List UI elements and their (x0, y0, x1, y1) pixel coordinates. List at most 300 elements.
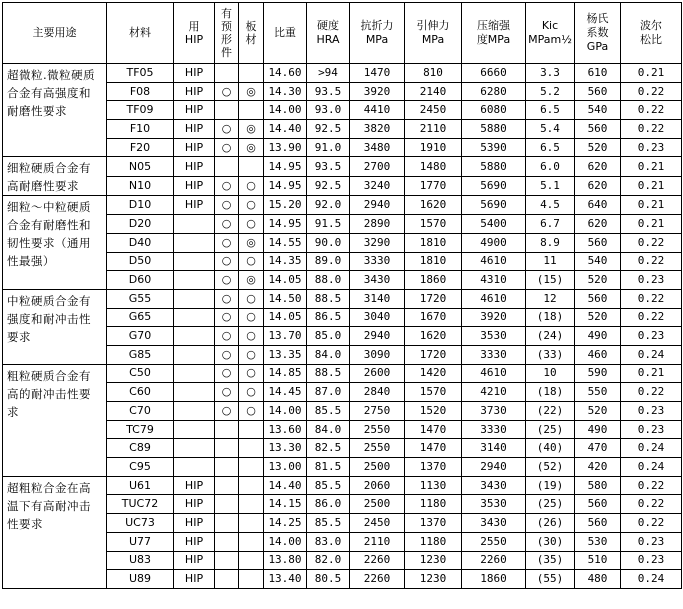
cell-modulus: 420 (575, 458, 621, 477)
header-row (3, 3, 682, 64)
cell-compress: 3330 (462, 420, 526, 439)
cell-preform (215, 476, 239, 495)
cell-poisson: 0.22 (621, 82, 682, 101)
cell-compress: 3430 (462, 476, 526, 495)
cell-preform: ○ (215, 327, 239, 346)
cell-modulus: 560 (575, 233, 621, 252)
cell-preform (215, 439, 239, 458)
cell-bending: 1470 (350, 64, 405, 83)
cell-plate: ○ (239, 402, 264, 421)
cell-preform: ○ (215, 82, 239, 101)
cell-poisson: 0.24 (621, 570, 682, 589)
cell-preform: ○ (215, 308, 239, 327)
cell-kic: (24) (526, 327, 575, 346)
cell-poisson: 0.24 (621, 345, 682, 364)
cell-modulus: 470 (575, 439, 621, 458)
cell-density: 14.95 (264, 157, 307, 177)
cell-compress: 3330 (462, 345, 526, 364)
cell-plate: ○ (239, 364, 264, 383)
cell-poisson: 0.23 (621, 532, 682, 551)
cell-bending: 2060 (350, 476, 405, 495)
cell-material: F20 (107, 138, 174, 157)
cell-preform (215, 551, 239, 570)
use-cell: 粗粒硬质合金有高的耐冲击性要求 (3, 364, 107, 476)
cell-hardness: 89.0 (307, 252, 350, 271)
cell-hardness: 83.0 (307, 532, 350, 551)
cell-bending: 3040 (350, 308, 405, 327)
table-row (3, 476, 682, 495)
header-poisson: 波尔 松比 (621, 3, 682, 64)
cell-bending: 2500 (350, 458, 405, 477)
cell-poisson: 0.23 (621, 327, 682, 346)
cell-hip (174, 271, 215, 290)
cell-plate (239, 458, 264, 477)
cell-tensile: 1810 (405, 233, 462, 252)
cell-preform (215, 495, 239, 514)
cell-poisson: 0.22 (621, 476, 682, 495)
cell-plate: ○ (239, 215, 264, 234)
cell-bending: 3090 (350, 345, 405, 364)
grade-property-table (2, 2, 682, 589)
cell-poisson: 0.22 (621, 383, 682, 402)
cell-kic: (26) (526, 514, 575, 533)
cell-tensile: 1810 (405, 252, 462, 271)
cell-modulus: 560 (575, 495, 621, 514)
cell-material: F08 (107, 82, 174, 101)
cell-tensile: 1620 (405, 327, 462, 346)
cell-poisson: 0.21 (621, 157, 682, 177)
cell-preform (215, 101, 239, 120)
cell-plate: ○ (239, 289, 264, 308)
cell-kic: 6.5 (526, 138, 575, 157)
cell-bending: 2700 (350, 157, 405, 177)
cell-hip (174, 215, 215, 234)
cell-hardness: 92.5 (307, 176, 350, 196)
cell-material: TF05 (107, 64, 174, 83)
cell-tensile: 1230 (405, 570, 462, 589)
cell-preform (215, 157, 239, 177)
cell-hardness: 82.5 (307, 439, 350, 458)
header-modulus: 杨氏 系数 GPa (575, 3, 621, 64)
cell-bending: 3920 (350, 82, 405, 101)
cell-poisson: 0.22 (621, 252, 682, 271)
cell-kic: (35) (526, 551, 575, 570)
cell-compress: 4310 (462, 271, 526, 290)
cell-bending: 2110 (350, 532, 405, 551)
cell-poisson: 0.23 (621, 420, 682, 439)
cell-compress: 6280 (462, 82, 526, 101)
cell-modulus: 540 (575, 101, 621, 120)
cell-hip: HIP (174, 101, 215, 120)
cell-compress: 2260 (462, 551, 526, 570)
cell-material: TC79 (107, 420, 174, 439)
cell-material: G70 (107, 327, 174, 346)
cell-tensile: 2110 (405, 120, 462, 139)
cell-tensile: 1230 (405, 551, 462, 570)
cell-poisson: 0.23 (621, 138, 682, 157)
cell-compress: 3920 (462, 308, 526, 327)
cell-bending: 3290 (350, 233, 405, 252)
use-cell: 超粗粒合金在高温下有高耐冲击性要求 (3, 476, 107, 588)
header-density: 比重 (264, 3, 307, 64)
cell-hip: HIP (174, 532, 215, 551)
cell-kic: (15) (526, 271, 575, 290)
cell-material: N05 (107, 157, 174, 177)
cell-poisson: 0.22 (621, 289, 682, 308)
cell-plate: ○ (239, 327, 264, 346)
cell-modulus: 490 (575, 327, 621, 346)
cell-hardness: 81.5 (307, 458, 350, 477)
cell-compress: 5880 (462, 120, 526, 139)
cell-compress: 5390 (462, 138, 526, 157)
cell-hardness: 85.5 (307, 514, 350, 533)
cell-density: 14.60 (264, 64, 307, 83)
cell-bending: 3430 (350, 271, 405, 290)
cell-poisson: 0.23 (621, 402, 682, 421)
cell-density: 14.85 (264, 364, 307, 383)
cell-hip (174, 364, 215, 383)
cell-hip: HIP (174, 82, 215, 101)
cell-kic: (19) (526, 476, 575, 495)
cell-material: G55 (107, 289, 174, 308)
cell-tensile: 1670 (405, 308, 462, 327)
cell-density: 14.95 (264, 176, 307, 196)
cell-kic: (30) (526, 532, 575, 551)
cell-hip (174, 383, 215, 402)
cell-bending: 2840 (350, 383, 405, 402)
cell-hardness: >94 (307, 64, 350, 83)
cell-material: N10 (107, 176, 174, 196)
cell-modulus: 460 (575, 345, 621, 364)
cell-compress: 3430 (462, 514, 526, 533)
cell-poisson: 0.23 (621, 271, 682, 290)
cell-density: 15.20 (264, 196, 307, 215)
cell-modulus: 510 (575, 551, 621, 570)
header-hip: 用 HIP (174, 3, 215, 64)
cell-preform: ○ (215, 120, 239, 139)
cell-compress: 4210 (462, 383, 526, 402)
cell-preform: ○ (215, 271, 239, 290)
cell-density: 14.55 (264, 233, 307, 252)
cell-density: 14.45 (264, 383, 307, 402)
cell-tensile: 1620 (405, 196, 462, 215)
cell-hardness: 80.5 (307, 570, 350, 589)
cell-modulus: 620 (575, 176, 621, 196)
cell-kic: 6.5 (526, 101, 575, 120)
cell-preform: ○ (215, 383, 239, 402)
cell-plate: ◎ (239, 82, 264, 101)
cell-kic: (25) (526, 495, 575, 514)
cell-hardness: 84.0 (307, 345, 350, 364)
cell-tensile: 1180 (405, 532, 462, 551)
cell-material: TF09 (107, 101, 174, 120)
cell-preform: ○ (215, 233, 239, 252)
cell-hip: HIP (174, 157, 215, 177)
cell-poisson: 0.21 (621, 364, 682, 383)
cell-tensile: 1770 (405, 176, 462, 196)
cell-material: C50 (107, 364, 174, 383)
cell-hardness: 84.0 (307, 420, 350, 439)
cell-kic: (18) (526, 383, 575, 402)
cell-plate: ○ (239, 196, 264, 215)
cell-modulus: 620 (575, 215, 621, 234)
cell-kic: 5.4 (526, 120, 575, 139)
cell-modulus: 520 (575, 271, 621, 290)
cell-hardness: 87.0 (307, 383, 350, 402)
cell-density: 14.15 (264, 495, 307, 514)
cell-bending: 3140 (350, 289, 405, 308)
grade-property-table-container (2, 2, 681, 606)
cell-plate (239, 101, 264, 120)
cell-density: 14.00 (264, 101, 307, 120)
use-cell: 细粒～中粒硬质合金有耐磨性和韧性要求（通用性最强） (3, 196, 107, 289)
cell-plate (239, 532, 264, 551)
cell-kic: 10 (526, 364, 575, 383)
cell-hip (174, 420, 215, 439)
cell-plate (239, 476, 264, 495)
cell-poisson: 0.21 (621, 176, 682, 196)
cell-plate (239, 439, 264, 458)
cell-hardness: 82.0 (307, 551, 350, 570)
cell-hip: HIP (174, 495, 215, 514)
cell-modulus: 520 (575, 138, 621, 157)
cell-modulus: 560 (575, 514, 621, 533)
header-bending: 抗折力 MPa (350, 3, 405, 64)
cell-hardness: 90.0 (307, 233, 350, 252)
cell-preform: ○ (215, 196, 239, 215)
cell-preform (215, 64, 239, 83)
cell-hip: HIP (174, 551, 215, 570)
cell-plate: ◎ (239, 120, 264, 139)
cell-hardness: 88.5 (307, 364, 350, 383)
cell-bending: 2940 (350, 327, 405, 346)
cell-hip (174, 308, 215, 327)
cell-tensile: 1130 (405, 476, 462, 495)
cell-bending: 2500 (350, 495, 405, 514)
cell-tensile: 1860 (405, 271, 462, 290)
cell-density: 14.35 (264, 252, 307, 271)
cell-plate: ○ (239, 345, 264, 364)
cell-bending: 2600 (350, 364, 405, 383)
header-compress: 压缩强 度MPa (462, 3, 526, 64)
cell-density: 14.30 (264, 82, 307, 101)
cell-poisson: 0.21 (621, 64, 682, 83)
cell-preform: ○ (215, 402, 239, 421)
cell-poisson: 0.21 (621, 215, 682, 234)
cell-tensile: 1480 (405, 157, 462, 177)
cell-kic: 8.9 (526, 233, 575, 252)
cell-material: U89 (107, 570, 174, 589)
cell-poisson: 0.22 (621, 101, 682, 120)
cell-hardness: 86.5 (307, 308, 350, 327)
cell-density: 13.80 (264, 551, 307, 570)
cell-modulus: 530 (575, 532, 621, 551)
use-cell: 超微粒.微粒硬质合金有高强度和耐磨性要求 (3, 64, 107, 157)
cell-material: U61 (107, 476, 174, 495)
header-hardness: 硬度 HRA (307, 3, 350, 64)
cell-density: 14.00 (264, 532, 307, 551)
cell-poisson: 0.22 (621, 120, 682, 139)
cell-modulus: 480 (575, 570, 621, 589)
cell-hip (174, 289, 215, 308)
cell-density: 14.40 (264, 120, 307, 139)
cell-modulus: 520 (575, 308, 621, 327)
cell-tensile: 2450 (405, 101, 462, 120)
cell-plate: ◎ (239, 271, 264, 290)
cell-plate: ◎ (239, 138, 264, 157)
cell-density: 13.35 (264, 345, 307, 364)
cell-bending: 3820 (350, 120, 405, 139)
cell-compress: 3530 (462, 495, 526, 514)
cell-hip (174, 233, 215, 252)
cell-poisson: 0.24 (621, 439, 682, 458)
use-cell: 细粒硬质合金有高耐磨性要求 (3, 157, 107, 196)
cell-compress: 5400 (462, 215, 526, 234)
cell-material: U77 (107, 532, 174, 551)
cell-tensile: 1420 (405, 364, 462, 383)
cell-poisson: 0.24 (621, 458, 682, 477)
cell-hip: HIP (174, 120, 215, 139)
cell-material: C95 (107, 458, 174, 477)
cell-modulus: 560 (575, 289, 621, 308)
cell-bending: 2260 (350, 570, 405, 589)
cell-plate: ○ (239, 252, 264, 271)
cell-kic: 12 (526, 289, 575, 308)
cell-tensile: 810 (405, 64, 462, 83)
cell-bending: 2550 (350, 439, 405, 458)
table-row (3, 64, 682, 83)
cell-preform (215, 420, 239, 439)
cell-hip: HIP (174, 64, 215, 83)
cell-modulus: 490 (575, 420, 621, 439)
cell-hip (174, 252, 215, 271)
cell-hardness: 86.0 (307, 495, 350, 514)
cell-kic: 3.3 (526, 64, 575, 83)
cell-hardness: 92.5 (307, 120, 350, 139)
cell-kic: (40) (526, 439, 575, 458)
cell-tensile: 1470 (405, 439, 462, 458)
cell-kic: 5.1 (526, 176, 575, 196)
cell-bending: 2890 (350, 215, 405, 234)
cell-plate (239, 495, 264, 514)
cell-compress: 5880 (462, 157, 526, 177)
cell-plate (239, 420, 264, 439)
cell-hip (174, 439, 215, 458)
cell-hardness: 93.5 (307, 82, 350, 101)
cell-preform: ○ (215, 345, 239, 364)
cell-tensile: 1720 (405, 289, 462, 308)
cell-plate (239, 157, 264, 177)
cell-material: D10 (107, 196, 174, 215)
cell-density: 14.50 (264, 289, 307, 308)
cell-hardness: 91.0 (307, 138, 350, 157)
cell-material: C70 (107, 402, 174, 421)
cell-kic: (22) (526, 402, 575, 421)
cell-material: D50 (107, 252, 174, 271)
cell-plate (239, 570, 264, 589)
cell-bending: 2750 (350, 402, 405, 421)
cell-compress: 3140 (462, 439, 526, 458)
cell-compress: 4610 (462, 252, 526, 271)
cell-hardness: 92.0 (307, 196, 350, 215)
cell-poisson: 0.22 (621, 495, 682, 514)
cell-hip: HIP (174, 138, 215, 157)
cell-modulus: 580 (575, 476, 621, 495)
cell-modulus: 540 (575, 252, 621, 271)
cell-density: 13.00 (264, 458, 307, 477)
cell-modulus: 640 (575, 196, 621, 215)
cell-kic: (33) (526, 345, 575, 364)
cell-compress: 3730 (462, 402, 526, 421)
cell-hardness: 88.0 (307, 271, 350, 290)
cell-plate: ○ (239, 176, 264, 196)
cell-material: C60 (107, 383, 174, 402)
cell-kic: 6.7 (526, 215, 575, 234)
cell-bending: 2260 (350, 551, 405, 570)
cell-poisson: 0.21 (621, 196, 682, 215)
cell-kic: 4.5 (526, 196, 575, 215)
cell-compress: 1860 (462, 570, 526, 589)
cell-tensile: 1470 (405, 420, 462, 439)
cell-tensile: 2140 (405, 82, 462, 101)
cell-poisson: 0.22 (621, 233, 682, 252)
cell-material: C89 (107, 439, 174, 458)
cell-hip: HIP (174, 176, 215, 196)
cell-tensile: 1570 (405, 215, 462, 234)
header-tensile: 引伸力 MPa (405, 3, 462, 64)
cell-kic: 6.0 (526, 157, 575, 177)
cell-tensile: 1370 (405, 514, 462, 533)
cell-bending: 3480 (350, 138, 405, 157)
header-kic: Kic MPam½ (526, 3, 575, 64)
cell-compress: 3530 (462, 327, 526, 346)
cell-hip (174, 327, 215, 346)
cell-plate (239, 551, 264, 570)
cell-compress: 5690 (462, 176, 526, 196)
cell-hardness: 91.5 (307, 215, 350, 234)
table-row (3, 364, 682, 383)
cell-hardness: 93.0 (307, 101, 350, 120)
cell-density: 14.40 (264, 476, 307, 495)
cell-density: 14.05 (264, 271, 307, 290)
cell-compress: 4610 (462, 289, 526, 308)
header-plate: 板 材 (239, 3, 264, 64)
cell-bending: 2940 (350, 196, 405, 215)
cell-bending: 4410 (350, 101, 405, 120)
cell-kic: (55) (526, 570, 575, 589)
cell-plate (239, 64, 264, 83)
cell-hip (174, 402, 215, 421)
cell-hip (174, 458, 215, 477)
cell-poisson: 0.23 (621, 551, 682, 570)
cell-density: 13.70 (264, 327, 307, 346)
cell-modulus: 610 (575, 64, 621, 83)
cell-density: 14.00 (264, 402, 307, 421)
cell-modulus: 550 (575, 383, 621, 402)
cell-modulus: 560 (575, 120, 621, 139)
cell-preform (215, 570, 239, 589)
use-cell: 中粒硬质合金有强度和耐冲击性要求 (3, 289, 107, 364)
header-material: 材料 (107, 3, 174, 64)
cell-density: 13.30 (264, 439, 307, 458)
cell-hardness: 85.5 (307, 476, 350, 495)
cell-tensile: 1370 (405, 458, 462, 477)
cell-density: 13.40 (264, 570, 307, 589)
header-preform: 有 预 形 件 (215, 3, 239, 64)
header-use: 主要用途 (3, 3, 107, 64)
cell-compress: 5690 (462, 196, 526, 215)
cell-tensile: 1180 (405, 495, 462, 514)
